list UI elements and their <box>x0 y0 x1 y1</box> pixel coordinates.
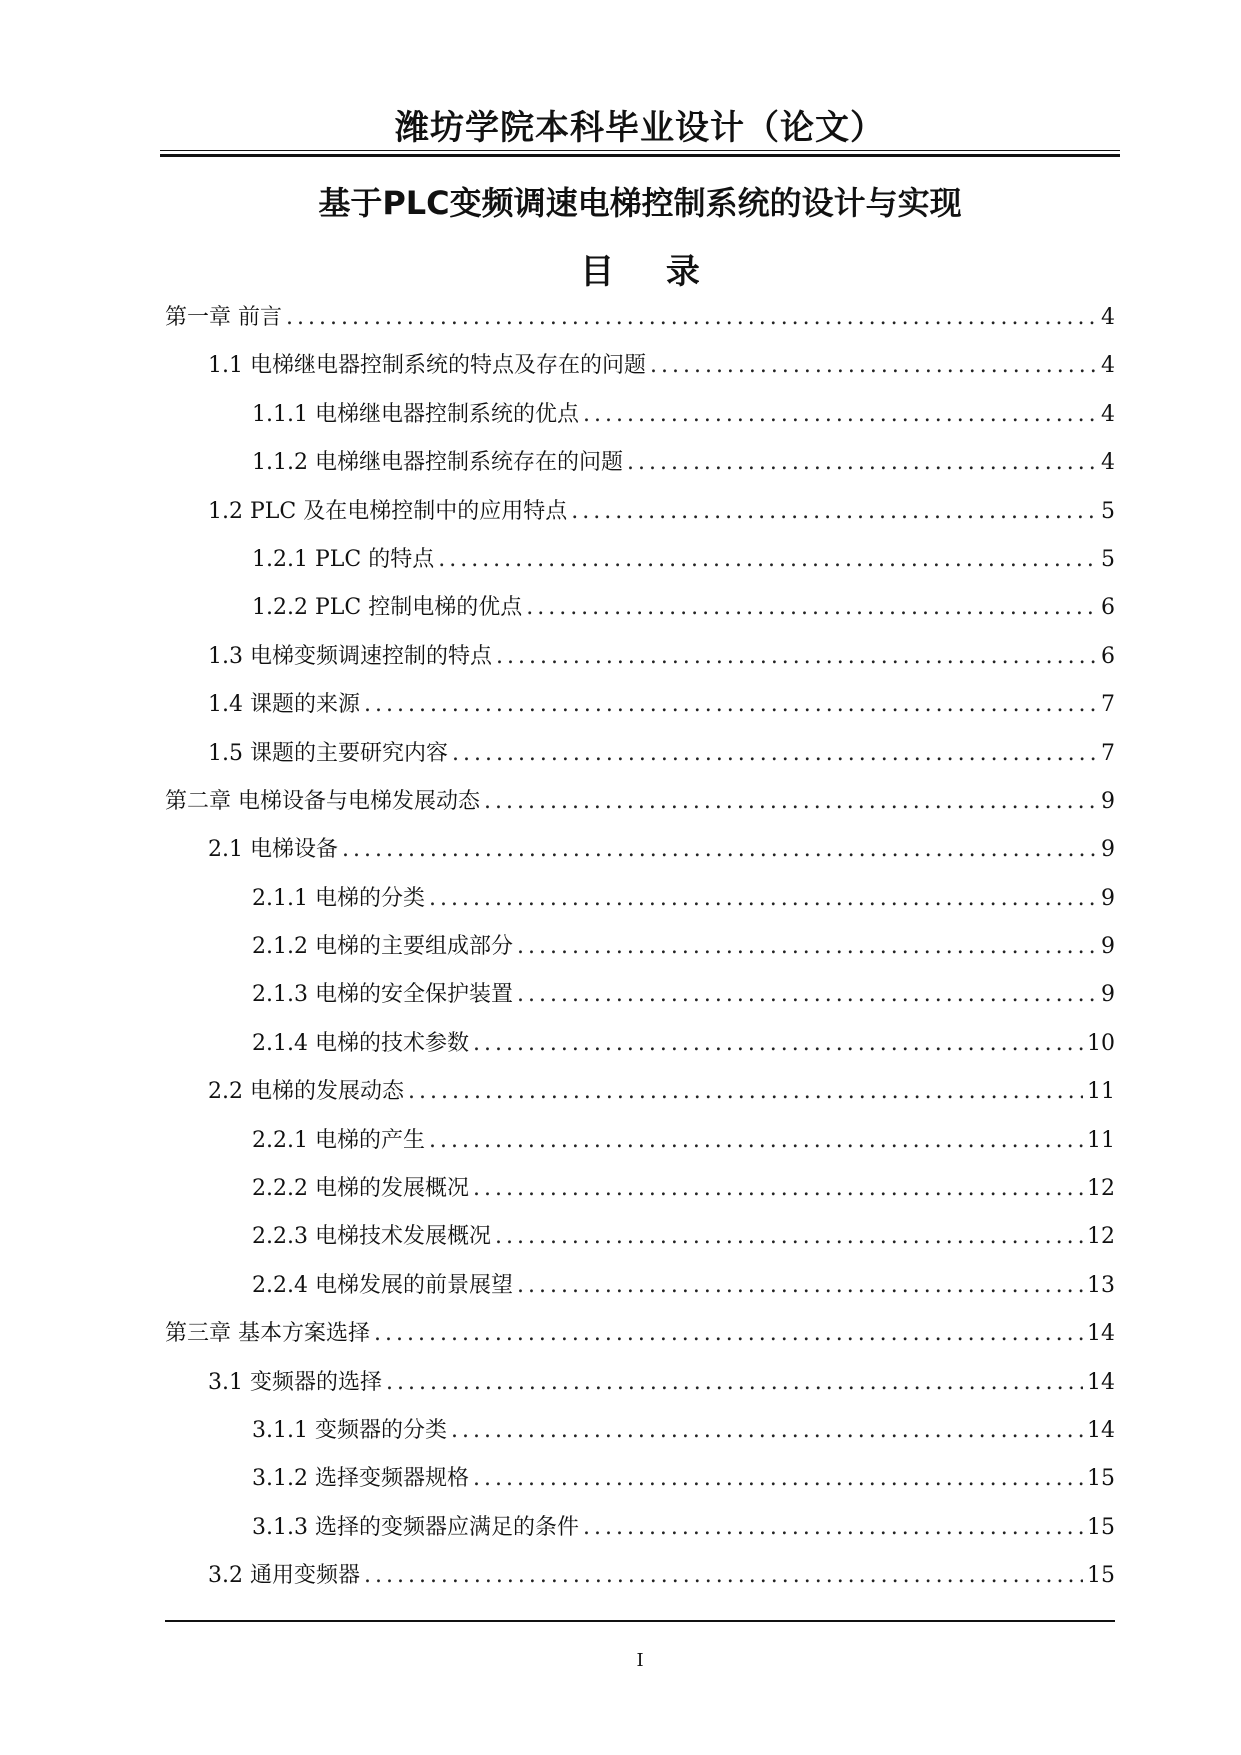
toc-entry-page: 13 <box>1087 1272 1115 1298</box>
toc-entry-label: 3.1.1 变频器的分类 <box>252 1417 447 1443</box>
toc-leader-dots <box>526 595 1097 620</box>
toc-leader-dots <box>583 402 1097 427</box>
toc-entry-page: 9 <box>1101 788 1115 814</box>
toc-entry[interactable] <box>165 300 1115 348</box>
header-rule-thin <box>160 150 1120 151</box>
toc-leader-dots <box>571 499 1097 524</box>
toc-entry-page: 7 <box>1101 740 1115 766</box>
toc-entry[interactable] <box>165 348 1115 396</box>
toc-entry-label: 1.1.1 电梯继电器控制系统的优点 <box>252 401 579 427</box>
toc-entry-label: 3.2 通用变频器 <box>208 1563 360 1589</box>
toc-entry-label: 1.2.1 PLC 的特点 <box>252 546 435 572</box>
toc-entry[interactable] <box>165 1074 1115 1122</box>
toc-entry-page: 9 <box>1101 885 1115 911</box>
toc-entry[interactable] <box>165 542 1115 590</box>
toc-entry[interactable] <box>165 1510 1115 1558</box>
toc-entry[interactable] <box>165 590 1115 638</box>
toc-entry-label: 1.1 电梯继电器控制系统的特点及存在的问题 <box>208 353 646 379</box>
toc-entry-label: 第一章 前言 <box>165 305 282 330</box>
toc-entry[interactable] <box>165 784 1115 832</box>
toc-heading: 目 录 <box>580 252 700 292</box>
toc-entry-page: 12 <box>1087 1176 1115 1202</box>
toc-entry[interactable] <box>165 1219 1115 1267</box>
toc-entry-page: 7 <box>1101 692 1115 718</box>
toc-leader-dots <box>473 1031 1083 1056</box>
toc-entry-page: 15 <box>1087 1514 1115 1540</box>
toc-entry-page: 5 <box>1101 546 1115 572</box>
toc-leader-dots <box>374 1321 1083 1346</box>
toc-entry-page: 15 <box>1087 1563 1115 1589</box>
toc-leader-dots <box>429 886 1097 911</box>
toc-entry-page: 4 <box>1101 353 1115 379</box>
toc-entry[interactable] <box>165 1413 1115 1461</box>
toc-leader-dots <box>364 692 1097 717</box>
toc-entry[interactable] <box>165 1461 1115 1509</box>
toc-entry-page: 4 <box>1101 401 1115 427</box>
toc-leader-dots <box>473 1176 1083 1201</box>
toc-leader-dots <box>517 1273 1083 1298</box>
toc-leader-dots <box>650 353 1097 378</box>
toc-leader-dots <box>364 1563 1083 1588</box>
toc-leader-dots <box>286 305 1097 330</box>
toc-entry-page: 10 <box>1087 1030 1115 1056</box>
toc-leader-dots <box>408 1079 1083 1104</box>
toc-entry-page: 9 <box>1101 837 1115 863</box>
toc-entry-label: 3.1.3 选择的变频器应满足的条件 <box>252 1514 579 1540</box>
toc-leader-dots <box>495 1224 1083 1249</box>
toc-entry-label: 1.1.2 电梯继电器控制系统存在的问题 <box>252 450 623 476</box>
toc-entry[interactable] <box>165 1026 1115 1074</box>
toc-leader-dots <box>627 450 1097 475</box>
toc-entry[interactable] <box>165 639 1115 687</box>
toc-entry-label: 3.1.2 选择变频器规格 <box>252 1466 469 1492</box>
toc-entry-label: 2.1.2 电梯的主要组成部分 <box>252 934 513 960</box>
toc-leader-dots <box>517 934 1097 959</box>
toc-leader-dots <box>517 982 1097 1007</box>
toc-entry-label: 2.1 电梯设备 <box>208 837 338 863</box>
toc-leader-dots <box>386 1370 1083 1395</box>
toc-entry-page: 14 <box>1087 1321 1115 1347</box>
toc-entry[interactable] <box>165 1123 1115 1171</box>
toc-entry-label: 1.4 课题的来源 <box>208 692 360 718</box>
toc-entry-page: 14 <box>1087 1417 1115 1443</box>
toc-entry[interactable] <box>165 397 1115 445</box>
toc-entry[interactable] <box>165 445 1115 493</box>
toc-entry[interactable] <box>165 929 1115 977</box>
toc-entry-page: 9 <box>1101 982 1115 1008</box>
footer-rule <box>165 1620 1115 1622</box>
header-rule-thick <box>160 154 1120 157</box>
toc-leader-dots <box>429 1128 1083 1153</box>
toc-entry-label: 第三章 基本方案选择 <box>165 1321 370 1347</box>
toc-entry[interactable] <box>165 494 1115 542</box>
toc-entry-page: 4 <box>1101 450 1115 476</box>
toc-entry[interactable] <box>165 736 1115 784</box>
toc-entry-label: 2.1.4 电梯的技术参数 <box>252 1030 469 1056</box>
toc-entry[interactable] <box>165 1558 1115 1606</box>
toc-entry-page: 5 <box>1101 498 1115 524</box>
page-number: I <box>636 1650 644 1671</box>
toc-leader-dots <box>451 1418 1083 1443</box>
toc-entry-page: 11 <box>1087 1127 1115 1153</box>
toc-entry[interactable] <box>165 687 1115 735</box>
toc-entry-label: 1.3 电梯变频调速控制的特点 <box>208 643 492 669</box>
toc-entry-label: 第二章 电梯设备与电梯发展动态 <box>165 788 480 814</box>
toc-entry-page: 6 <box>1101 643 1115 669</box>
toc-entry[interactable] <box>165 1316 1115 1364</box>
toc-leader-dots <box>473 1466 1083 1491</box>
toc-entry-label: 2.2.1 电梯的产生 <box>252 1127 425 1153</box>
toc-entry-label: 3.1 变频器的选择 <box>208 1369 382 1395</box>
toc-leader-dots <box>484 789 1097 814</box>
toc-entry-label: 2.1.3 电梯的安全保护装置 <box>252 982 513 1008</box>
toc-leader-dots <box>496 644 1097 669</box>
toc-leader-dots <box>438 547 1097 572</box>
toc-leader-dots <box>583 1515 1083 1540</box>
toc-entry-label: 2.1.1 电梯的分类 <box>252 885 425 911</box>
toc-entry[interactable] <box>165 881 1115 929</box>
table-of-contents <box>165 300 1115 1607</box>
toc-leader-dots <box>452 741 1097 766</box>
toc-entry-label: 1.5 课题的主要研究内容 <box>208 740 448 766</box>
thesis-title: 基于PLC变频调速电梯控制系统的设计与实现 <box>318 184 962 222</box>
toc-entry[interactable] <box>165 1365 1115 1413</box>
toc-entry[interactable] <box>165 1171 1115 1219</box>
document-header: 潍坊学院本科毕业设计（论文） <box>395 108 885 148</box>
toc-entry-page: 15 <box>1087 1466 1115 1492</box>
toc-entry[interactable] <box>165 977 1115 1025</box>
toc-entry[interactable] <box>165 1268 1115 1316</box>
toc-entry-label: 2.2.4 电梯发展的前景展望 <box>252 1272 513 1298</box>
toc-entry-page: 14 <box>1087 1369 1115 1395</box>
toc-entry-page: 9 <box>1101 934 1115 960</box>
toc-entry-page: 11 <box>1087 1079 1115 1105</box>
toc-entry[interactable] <box>165 832 1115 880</box>
toc-entry-label: 1.2.2 PLC 控制电梯的优点 <box>252 595 523 621</box>
toc-entry-label: 2.2.3 电梯技术发展概况 <box>252 1224 491 1250</box>
toc-entry-label: 1.2 PLC 及在电梯控制中的应用特点 <box>208 498 568 524</box>
toc-entry-label: 2.2.2 电梯的发展概况 <box>252 1176 469 1202</box>
toc-entry-page: 4 <box>1101 305 1115 330</box>
toc-entry-page: 6 <box>1101 595 1115 621</box>
toc-leader-dots <box>342 837 1097 862</box>
toc-entry-label: 2.2 电梯的发展动态 <box>208 1079 404 1105</box>
toc-entry-page: 12 <box>1087 1224 1115 1250</box>
